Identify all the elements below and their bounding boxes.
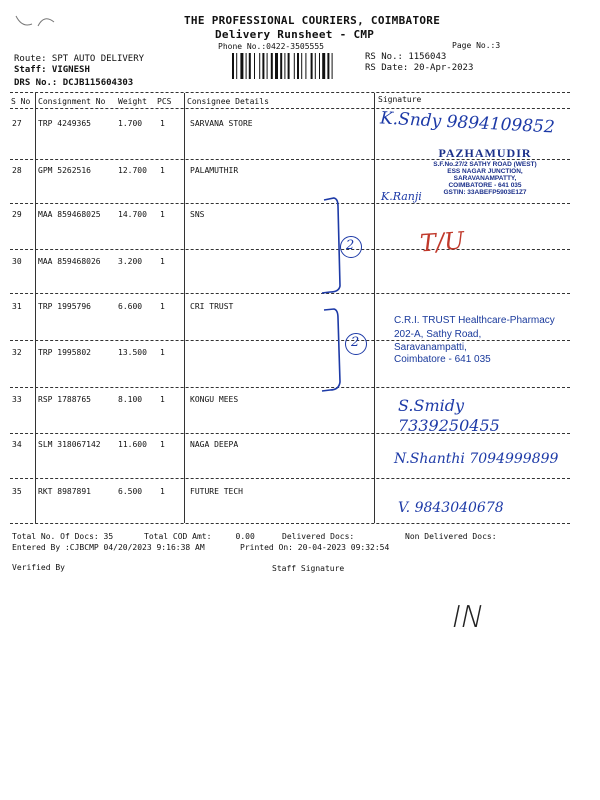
rs-date: RS Date: 20-Apr-2023 [365,63,474,73]
barcode-bar [305,53,306,79]
signature-row35: V. 9843040678 [398,500,504,516]
row-consignee: CRI TRUST [190,302,234,311]
barcode-bar [311,53,313,79]
stamp-line: GSTIN: 33ABEFP5903E1Z7 [443,189,527,196]
stamp-line: Coimbatore - 641 035 [394,354,491,365]
stray-mark: IN [448,600,488,635]
entered-by: Entered By :CJBCMP 04/20/2023 9:16:38 AM [12,543,205,552]
stamp-line: PAZHAMUDIR [438,146,532,160]
barcode-bar [284,53,285,79]
row-weight: 3.200 [118,257,143,266]
row-rule [10,249,570,250]
col-sno: S No [11,97,31,106]
printed-on: Printed On: 20-04-2023 09:32:54 [240,543,390,552]
barcode-bar [301,53,302,79]
stamp-line: C.R.I. TRUST Healthcare-Pharmacy [394,315,555,326]
barcode-bar [246,53,247,79]
barcode-bar [288,53,290,79]
col-consignment: Consignment No [38,97,106,106]
verified-by: Verified By [12,563,65,572]
page-number: Page No.:3 [452,41,501,50]
col-consignee: Consignee Details [187,97,269,106]
row-sno: 28 [12,166,22,175]
barcode-bar [240,53,243,79]
stamp-cri-trust [394,314,555,366]
staff-signature: Staff Signature [272,564,345,573]
row-pcs: 1 [160,166,165,175]
row-consignee: PALAMUTHIR [190,166,239,175]
row-consignment: SLM 318067142 [38,440,101,449]
barcode-bar [319,53,320,79]
barcode-bar [327,53,329,79]
row-sno: 32 [12,348,22,357]
row-rule [10,478,570,479]
group-mark-number: 2 [346,238,355,253]
stamp-line: SARAVANAMPATTY, [453,175,517,182]
stamp-line: Saravanampatti, [394,342,467,353]
signature-row33: S.Smidy 7339250455 [398,396,500,435]
total-docs: Total No. Of Docs: 35 [12,532,114,541]
row-pcs: 1 [160,119,165,128]
total-cod: Total COD Amt: 0.00 [144,532,255,541]
barcode-bar [259,53,260,79]
row-rule [10,293,570,294]
non-delivered-docs: Non Delivered Docs: [405,532,497,541]
row-consignment: RKT 8987891 [38,487,91,496]
signature-row34: N.Shanthi 7094999899 [394,451,559,467]
staff-label: Staff: VIGNESH [14,65,90,75]
signature-row27: K.Sndy 9894109852 [379,108,556,138]
row-consignee: KONGU MEES [190,395,239,404]
row-consignment: MAA 859468026 [38,257,101,266]
row-weight: 12.700 [118,166,147,175]
row-pcs: 1 [160,302,165,311]
row-pcs: 1 [160,210,165,219]
stamp-line: 202-A, Sathy Road, [394,329,482,340]
barcode-bar [262,53,264,79]
row-sno: 34 [12,440,22,449]
document-title: Delivery Runsheet - CMP [215,28,375,41]
table-header-rule [10,108,570,109]
barcode-bar [315,53,316,79]
row-weight: 11.600 [118,440,147,449]
barcode-bar [275,53,278,79]
row-consignment: GPM 5262516 [38,166,91,175]
barcode-bar [254,53,255,79]
group-mark [345,333,367,355]
signature-row28: K.Ranji [381,190,422,203]
barcode-bar [297,53,299,79]
row-sno: 29 [12,210,22,219]
col-weight: Weight [118,97,147,106]
row-consignment: TRP 1995796 [38,302,91,311]
row-sno: 33 [12,395,22,404]
row-weight: 6.500 [118,487,143,496]
drs-number: DRS No.: DCJB115604303 [14,78,134,88]
barcode-bar [267,53,268,79]
row-consignee: FUTURE TECH [190,487,243,496]
row-rule [10,387,570,388]
row-weight: 8.100 [118,395,143,404]
row-weight: 6.600 [118,302,143,311]
row-consignee: SARVANA STORE [190,119,253,128]
row-sno: 27 [12,119,22,128]
row-weight: 14.700 [118,210,147,219]
row-pcs: 1 [160,395,165,404]
row-consignee: NAGA DEEPA [190,440,239,449]
delivered-docs: Delivered Docs: [282,532,355,541]
row-sno: 35 [12,487,22,496]
row-weight: 13.500 [118,348,147,357]
company-name: THE PROFESSIONAL COURIERS, COIMBATORE [184,14,441,27]
barcode-bar [236,53,237,79]
table-bottom-rule [10,523,570,524]
group-mark [340,236,362,258]
barcode-bar [249,53,251,79]
stamp-pazhamudir [400,146,570,196]
corner-scribble [12,6,62,34]
row-consignment: TRP 1995802 [38,348,91,357]
col-signature: Signature [378,95,422,104]
route-label: Route: SPT AUTO DELIVERY [14,54,145,64]
barcode-bar [332,53,333,79]
row-sno: 31 [12,302,22,311]
stamp-line: S.F.No.27/2 SATHY ROAD (WEST) [433,161,537,168]
stamp-line: COIMBATORE - 641 035 [448,182,522,189]
row-rule [10,203,570,204]
rs-number: RS No.: 1156043 [365,52,447,62]
barcode-bar [232,53,234,79]
col-divider [184,93,185,523]
barcode [232,53,356,79]
row-sno: 30 [12,257,22,266]
col-divider [35,93,36,523]
row-pcs: 1 [160,348,165,357]
signature-row29: T/U [419,226,466,258]
row-pcs: 1 [160,487,165,496]
stamp-line: ESS NAGAR JUNCTION, [447,168,523,175]
row-pcs: 1 [160,257,165,266]
row-consignment: RSP 1788765 [38,395,91,404]
barcode-bar [294,53,295,79]
row-pcs: 1 [160,440,165,449]
barcode-bar [280,53,282,79]
col-pcs: PCS [157,97,172,106]
row-consignment: MAA 859468025 [38,210,101,219]
row-consignee: SNS [190,210,205,219]
table-top-rule [10,92,570,93]
phone-number: Phone No.:0422-3505555 [218,42,324,51]
barcode-bar [322,53,325,79]
row-consignment: TRP 4249365 [38,119,91,128]
group-mark-number: 2 [351,335,360,350]
row-weight: 1.700 [118,119,143,128]
barcode-bar [271,53,273,79]
